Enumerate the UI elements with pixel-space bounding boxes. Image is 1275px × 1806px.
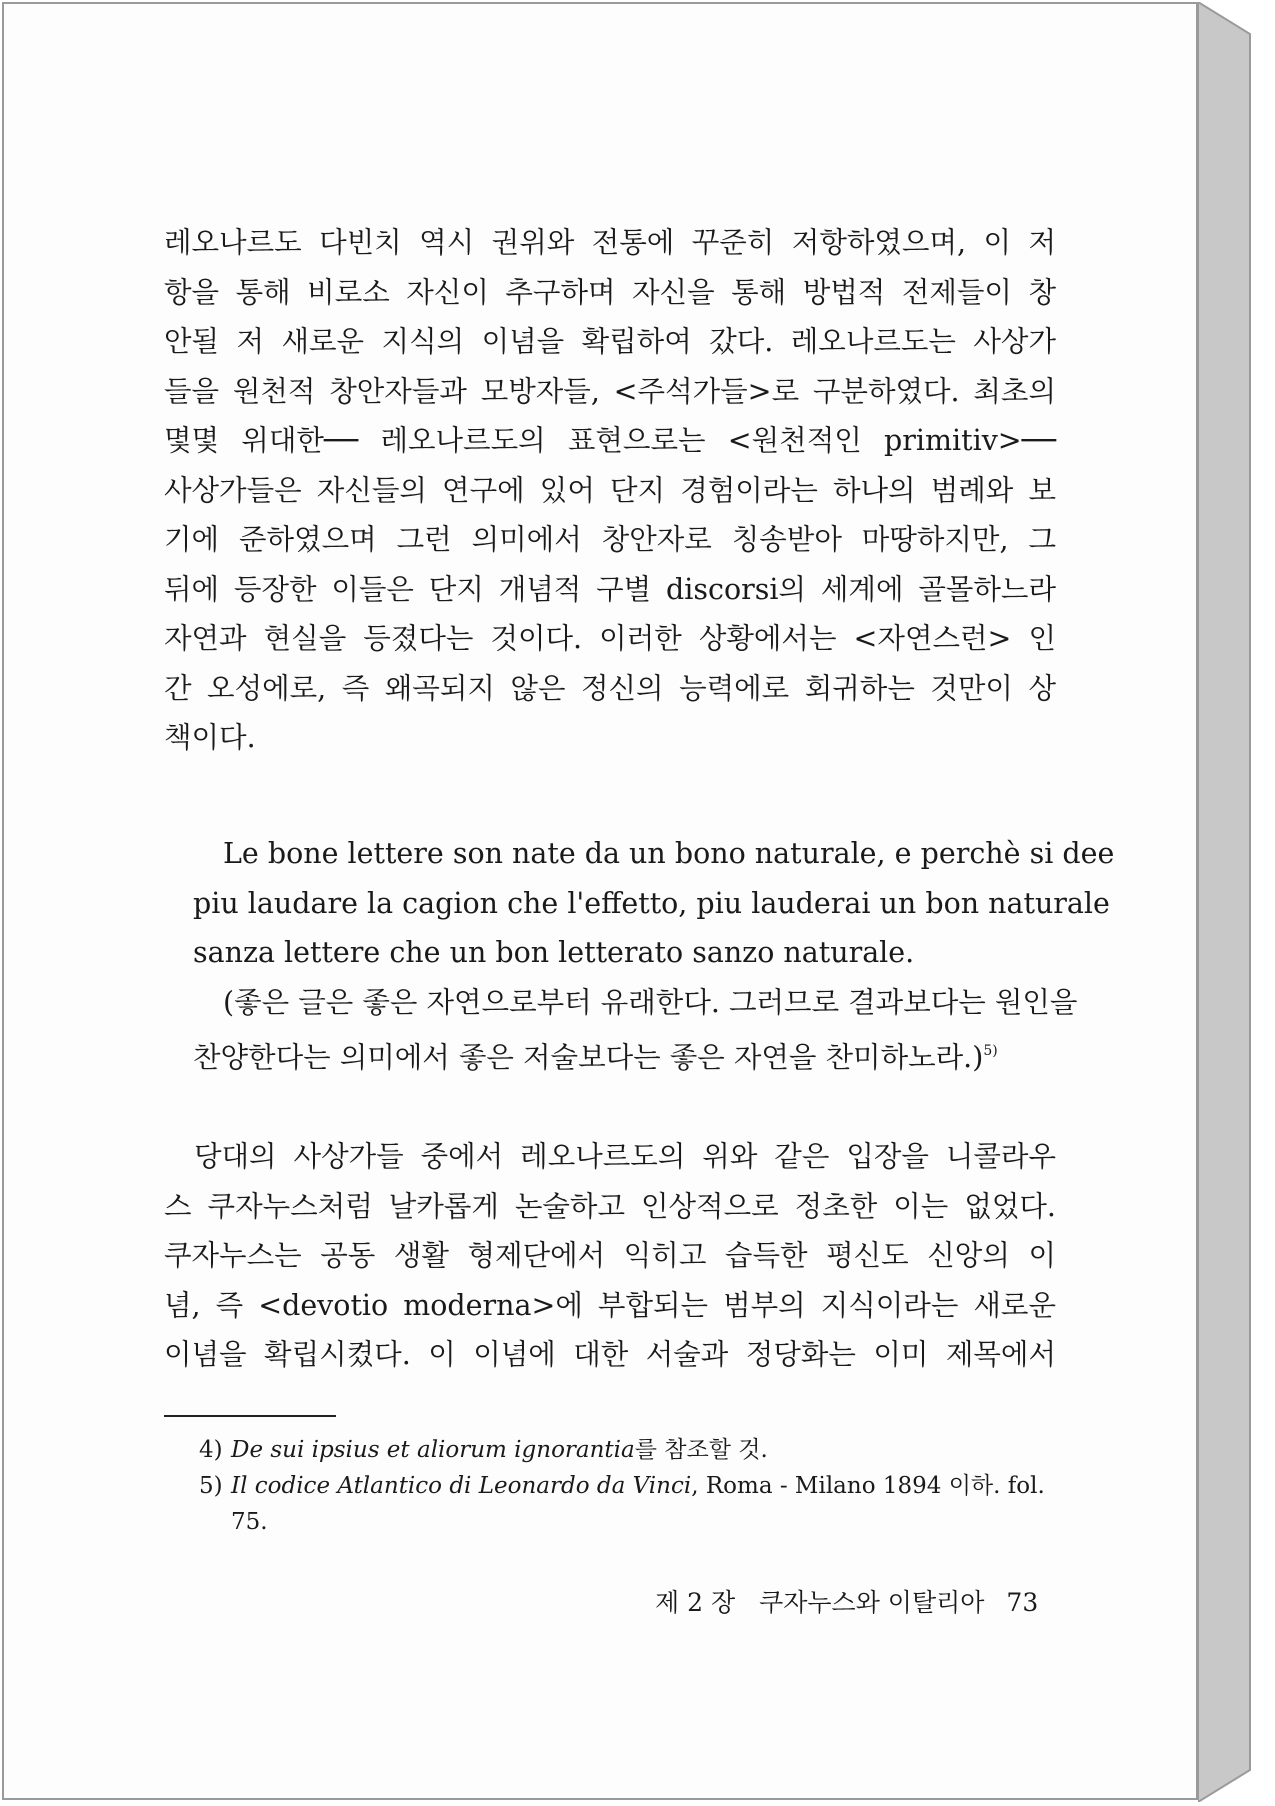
quote-line: sanza lettere che un bon letterato sanzo naturale. xyxy=(193,936,915,969)
footnote-5-continuation: 75. xyxy=(231,1509,268,1535)
quote-translation-line xyxy=(193,1026,1056,1076)
text-line: 자연과 현실을 등졌다는 것이다. 이러한 상황에서는 <자연스런> 인 xyxy=(164,622,1056,655)
quote-line: Le bone lettere son nate da un bono naturale, e perchè si dee xyxy=(223,837,1115,870)
footnote-text: , Roma - Milano 1894 이하. fol. xyxy=(691,1473,1045,1499)
text-line: 기에 준하였으며 그런 의미에서 창안자로 칭송받아 마땅하지만, 그 xyxy=(164,523,1056,556)
text-line: 들을 원천적 창안자들과 모방자들, <주석가들>로 구분하였다. 최초의 xyxy=(164,374,1056,408)
text-line: 레오나르도 다빈치 역시 권위와 전통에 꾸준히 저항하였으며, 이 저 xyxy=(164,226,1056,259)
text-line: 간 오성에로, 즉 왜곡되지 않은 정신의 능력에로 회귀하는 것만이 상 xyxy=(164,671,1056,705)
footnote-italic: De sui ipsius et aliorum ignorantia xyxy=(231,1437,635,1463)
footnote-5 xyxy=(199,1468,1059,1504)
running-footer xyxy=(655,1583,1038,1619)
book-edge xyxy=(1198,2,1275,1802)
text-line: 스 쿠자누스처럼 날카롭게 논술하고 인상적으로 정초한 이는 없었다. xyxy=(164,1189,1056,1223)
text-line: 쿠자누스는 공동 생활 형제단에서 익히고 습득한 평신도 신앙의 이 xyxy=(164,1239,1056,1272)
footnote-italic: Il codice Atlantico di Leonardo da Vinci xyxy=(231,1473,692,1499)
footnote-4 xyxy=(199,1432,1059,1468)
text-line: 념, 즉 <devotio moderna>에 부합되는 범부의 지식이라는 새로운 xyxy=(164,1288,1056,1322)
chapter-title: 쿠자누스와 이탈리아 xyxy=(759,1588,985,1617)
block-quote xyxy=(193,828,1115,1076)
quote-line: piu laudare la cagion che l'effetto, piu lauderai un bon naturale xyxy=(193,886,1110,920)
footnote-ref: 5) xyxy=(983,1043,998,1059)
chapter-label: 제 2 장 xyxy=(655,1588,736,1617)
footnotes xyxy=(199,1432,1059,1540)
paragraph-2 xyxy=(164,1131,1056,1379)
quote-translation-text: 찬양한다는 의미에서 좋은 저술보다는 좋은 자연을 찬미하노라.) xyxy=(193,1041,984,1074)
footnote-number: 4) xyxy=(199,1437,223,1463)
text-line: 항을 통해 비로소 자신이 추구하며 자신을 통해 방법적 전제들이 창 xyxy=(164,275,1056,309)
text-line: 책이다. xyxy=(164,721,256,754)
footnote-text: 를 참조할 것. xyxy=(634,1437,768,1463)
quote-translation-line: (좋은 글은 좋은 자연으로부터 유래한다. 그러므로 결과보다는 원인을 xyxy=(223,985,1078,1019)
page-number: 73 xyxy=(1006,1588,1039,1617)
footnote-number: 5) xyxy=(199,1473,223,1499)
footnote-divider xyxy=(164,1415,336,1417)
paragraph-1 xyxy=(164,218,1056,763)
text-line: 사상가들은 자신들의 연구에 있어 단지 경험이라는 하나의 범례와 보 xyxy=(164,473,1056,507)
text-line: 뒤에 등장한 이들은 단지 개념적 구별 discorsi의 세계에 골몰하느라 xyxy=(164,572,1056,606)
text-line: 이념을 확립시켰다. 이 이념에 대한 서술과 정당화는 이미 제목에서 xyxy=(164,1338,1056,1371)
text-line: 안될 저 새로운 지식의 이념을 확립하여 갔다. 레오나르도는 사상가 xyxy=(164,325,1056,358)
text-line: 몇몇 위대한── 레오나르도의 표현으로는 <원천적인 primitiv>── xyxy=(164,424,1056,457)
text-line: 당대의 사상가들 중에서 레오나르도의 위와 같은 입장을 니콜라우 xyxy=(194,1140,1056,1173)
